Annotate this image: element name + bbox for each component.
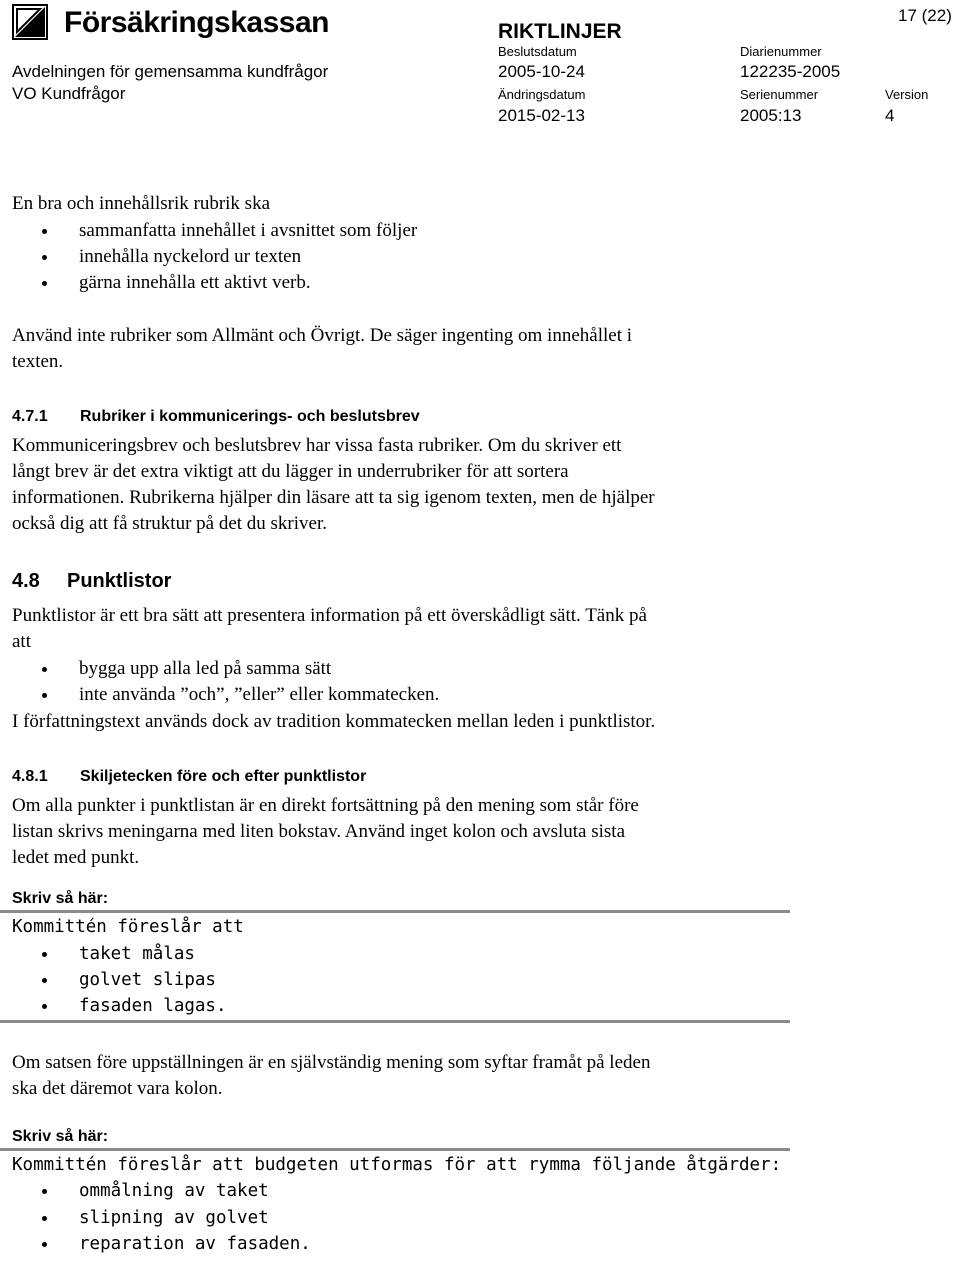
paragraph: listan skrivs meningarna med liten bokstav. Använd inget kolon och avsluta sista (12, 821, 626, 842)
beslutsdatum-label: Beslutsdatum (498, 44, 577, 59)
paragraph: ska det däremot vara kolon. (12, 1078, 223, 1099)
paragraph: ledet med punkt. (12, 847, 140, 868)
divider (0, 910, 790, 913)
serienummer-label: Serienummer (740, 87, 819, 102)
section-heading: Skiljetecken före och efter punktlistor (80, 768, 367, 785)
paragraph: långt brev är det extra viktigt att du lägger in underrubriker för att sortera (12, 461, 569, 482)
paragraph: att (12, 631, 31, 652)
andringsdatum-label: Ändringsdatum (498, 87, 586, 102)
brand-name: Försäkringskassan (64, 6, 329, 39)
divider (0, 1148, 790, 1151)
beslutsdatum-value: 2005-10-24 (498, 62, 585, 81)
unit: VO Kundfrågor (12, 84, 126, 103)
logo-icon (12, 4, 48, 40)
divider (0, 1020, 790, 1023)
paragraph: informationen. Rubrikerna hjälper din läsare att ta sig igenom texten, men de hjälper (12, 487, 655, 508)
department: Avdelningen för gemensamma kundfrågor (12, 62, 329, 81)
paragraph: också dig att få struktur på det du skriver. (12, 513, 328, 534)
intro-lead: En bra och innehållsrik rubrik ska (12, 193, 271, 214)
paragraph: Punktlistor är ett bra sätt att presentera information på ett överskådligt sätt. Tänk på (12, 605, 647, 626)
paragraph: Kommuniceringsbrev och beslutsbrev har vissa fasta rubriker. Om du skriver ett (12, 435, 622, 456)
paragraph: Använd inte rubriker som Allmänt och Övrigt. De säger ingenting om innehållet i (12, 325, 633, 346)
paragraph: Om satsen före uppställningen är en självständig mening som syftar framåt på leden (12, 1052, 651, 1073)
section-number: 4.8 (12, 570, 40, 592)
diarienummer-label: Diarienummer (740, 44, 822, 59)
paragraph: Om alla punkter i punktlistan är en direkt fortsättning på den mening som står före (12, 795, 639, 816)
diarienummer-value: 122235-2005 (740, 62, 841, 81)
section-heading: Punktlistor (67, 570, 172, 592)
example-lead: Kommittén föreslår att (12, 917, 244, 937)
paragraph: I författningstext används dock av tradition kommatecken mellan leden i punktlistor. (12, 711, 656, 732)
version-label: Version (885, 87, 929, 102)
example-label: Skriv så här: (12, 1128, 109, 1145)
serienummer-value: 2005:13 (740, 106, 802, 125)
example-lead: Kommittén föreslår att budgeten utformas för att rymma följande åtgärder: (12, 1155, 782, 1175)
version-value: 4 (885, 106, 895, 125)
section-number: 4.7.1 (12, 408, 48, 425)
paragraph: texten. (12, 351, 64, 372)
section-number: 4.8.1 (12, 768, 48, 785)
page-number: 17 (22) (898, 6, 952, 25)
section-heading: Rubriker i kommunicerings- och beslutsbrev (80, 408, 420, 425)
example-label: Skriv så här: (12, 890, 109, 907)
document-type: RIKTLINJER (498, 20, 622, 43)
andringsdatum-value: 2015-02-13 (498, 106, 585, 125)
